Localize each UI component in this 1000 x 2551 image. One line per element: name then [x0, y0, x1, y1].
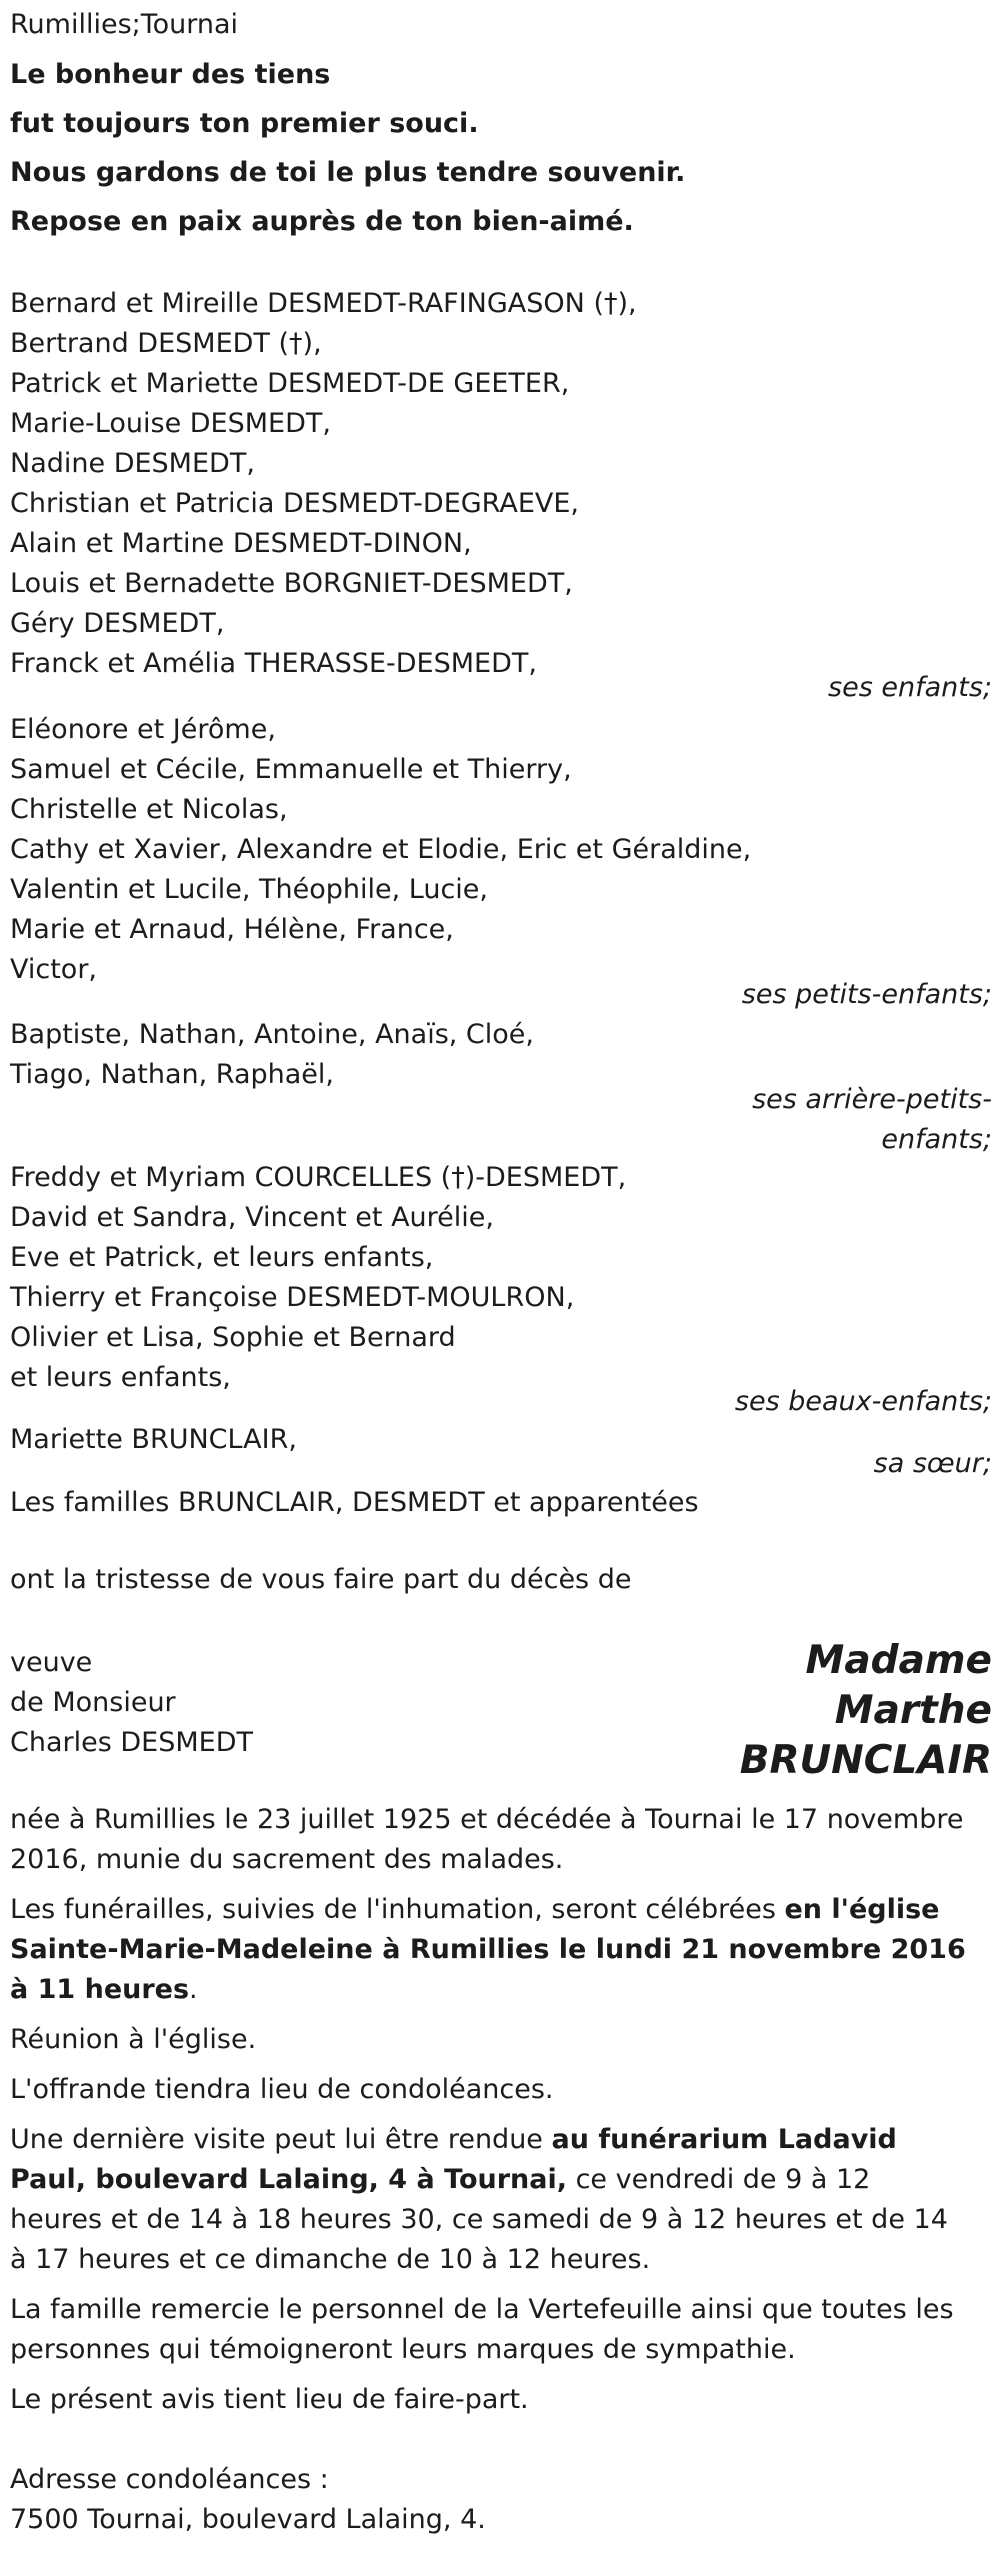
list-item: Eve et Patrick, et leurs enfants, — [10, 1242, 434, 1273]
notice-info: Le présent avis tient lieu de faire-part. — [10, 2384, 529, 2415]
widow-line: de Monsieur — [10, 1687, 176, 1718]
children-list — [10, 284, 637, 684]
funeral-end: . — [189, 1974, 198, 2005]
list-item: Freddy et Myriam COURCELLES (†)-DESMEDT, — [10, 1162, 627, 1193]
address-label: Adresse condoléances : — [10, 2464, 329, 2495]
list-item: Christelle et Nicolas, — [10, 794, 288, 825]
meeting-info: Réunion à l'église. — [10, 2024, 257, 2055]
visit-location: au funérarium Ladavid Paul, boulevard Lalaing, 4 à Tournai, — [10, 2124, 897, 2195]
widow-line: Charles DESMEDT — [10, 1727, 253, 1758]
list-item: Patrick et Mariette DESMEDT-DE GEETER, — [10, 368, 570, 399]
location: Rumillies;Tournai — [10, 9, 239, 40]
children-label: ses enfants; — [828, 672, 992, 703]
announcement: ont la tristesse de vous faire part du décès de — [10, 1564, 632, 1595]
birth-death-info: née à Rumillies le 23 juillet 1925 et décédée à Tournai le 17 novembre 2016, munie du sacrement des malades. — [10, 1804, 964, 1875]
grandchildren-label: ses petits-enfants; — [741, 979, 992, 1010]
poem-line: Repose en paix auprès de ton bien-aimé. — [10, 206, 634, 237]
list-item: David et Sandra, Vincent et Aurélie, — [10, 1202, 494, 1233]
great-grandchildren-label — [752, 1080, 992, 1160]
poem-line: Nous gardons de toi le plus tendre souvenir. — [10, 157, 686, 188]
visit-info — [10, 2120, 970, 2280]
list-item: Eléonore et Jérôme, — [10, 714, 276, 745]
list-item: Baptiste, Nathan, Antoine, Anaïs, Cloé, — [10, 1019, 534, 1050]
funeral-location: en l'église Sainte-Marie-Madeleine à Rumillies le lundi 21 novembre 2016 à 11 heures — [10, 1894, 966, 2005]
visit-end: ce vendredi de 9 à 12 heures et de 14 à 18 heures 30, ce samedi de 9 à 12 heures et de 14 à 17 heures et ce dimanche de 10 à 12 heures. — [10, 2164, 948, 2275]
list-item: Victor, — [10, 954, 98, 985]
list-item: Olivier et Lisa, Sophie et Bernard — [10, 1322, 456, 1353]
deceased-last-name: BRUNCLAIR — [739, 1738, 992, 1783]
deceased-title: Madame — [805, 1638, 992, 1683]
list-item: et leurs enfants, — [10, 1362, 231, 1393]
list-item: Marie-Louise DESMEDT, — [10, 408, 331, 439]
list-item: Christian et Patricia DESMEDT-DEGRAEVE, — [10, 488, 579, 519]
list-item: Bernard et Mireille DESMEDT-RAFINGASON (†), — [10, 288, 637, 319]
list-item: Valentin et Lucile, Théophile, Lucie, — [10, 874, 488, 905]
thanks-info: La famille remercie le personnel de la Vertefeuille ainsi que toutes les personnes qui témoigneront leurs marques de sympathie. — [10, 2294, 954, 2365]
visit-text: Une dernière visite peut lui être rendue — [10, 2124, 552, 2155]
list-item: Géry DESMEDT, — [10, 608, 225, 639]
list-item: Tiago, Nathan, Raphaël, — [10, 1059, 334, 1090]
funeral-info — [10, 1890, 970, 2010]
list-item: Louis et Bernadette BORGNIET-DESMEDT, — [10, 568, 573, 599]
grandchildren-list — [10, 710, 751, 990]
deceased-name — [740, 1636, 992, 1786]
deceased-first-name: Marthe — [834, 1688, 992, 1733]
offering-info: L'offrande tiendra lieu de condoléances. — [10, 2074, 554, 2105]
list-item: Franck et Amélia THERASSE-DESMEDT, — [10, 648, 537, 679]
list-item: Marie et Arnaud, Hélène, France, — [10, 914, 454, 945]
poem-line: fut toujours ton premier souci. — [10, 108, 479, 139]
list-item: Thierry et Françoise DESMEDT-MOULRON, — [10, 1282, 575, 1313]
great-grandchildren-list — [10, 1015, 534, 1095]
families: Les familles BRUNCLAIR, DESMEDT et apparentées — [10, 1487, 699, 1518]
widow-info — [10, 1643, 253, 1763]
address-line: 7500 Tournai, boulevard Lalaing, 4. — [10, 2504, 486, 2535]
widow-line: veuve — [10, 1647, 93, 1678]
label-line: enfants; — [881, 1124, 992, 1155]
list-item: Alain et Martine DESMEDT-DINON, — [10, 528, 472, 559]
funeral-text: Les funérailles, suivies de l'inhumation, seront célébrées — [10, 1894, 785, 1925]
label-line: ses arrière-petits- — [752, 1084, 992, 1115]
sister-label: sa sœur; — [873, 1448, 992, 1479]
list-item: Bertrand DESMEDT (†), — [10, 328, 322, 359]
list-item: Nadine DESMEDT, — [10, 448, 255, 479]
list-item: Samuel et Cécile, Emmanuelle et Thierry, — [10, 754, 572, 785]
in-laws-label: ses beaux-enfants; — [734, 1386, 992, 1417]
list-item: Cathy et Xavier, Alexandre et Elodie, Eric et Géraldine, — [10, 834, 752, 865]
in-laws-list — [10, 1158, 626, 1398]
poem-line: Le bonheur des tiens — [10, 59, 331, 90]
sister-name: Mariette BRUNCLAIR, — [10, 1424, 297, 1455]
